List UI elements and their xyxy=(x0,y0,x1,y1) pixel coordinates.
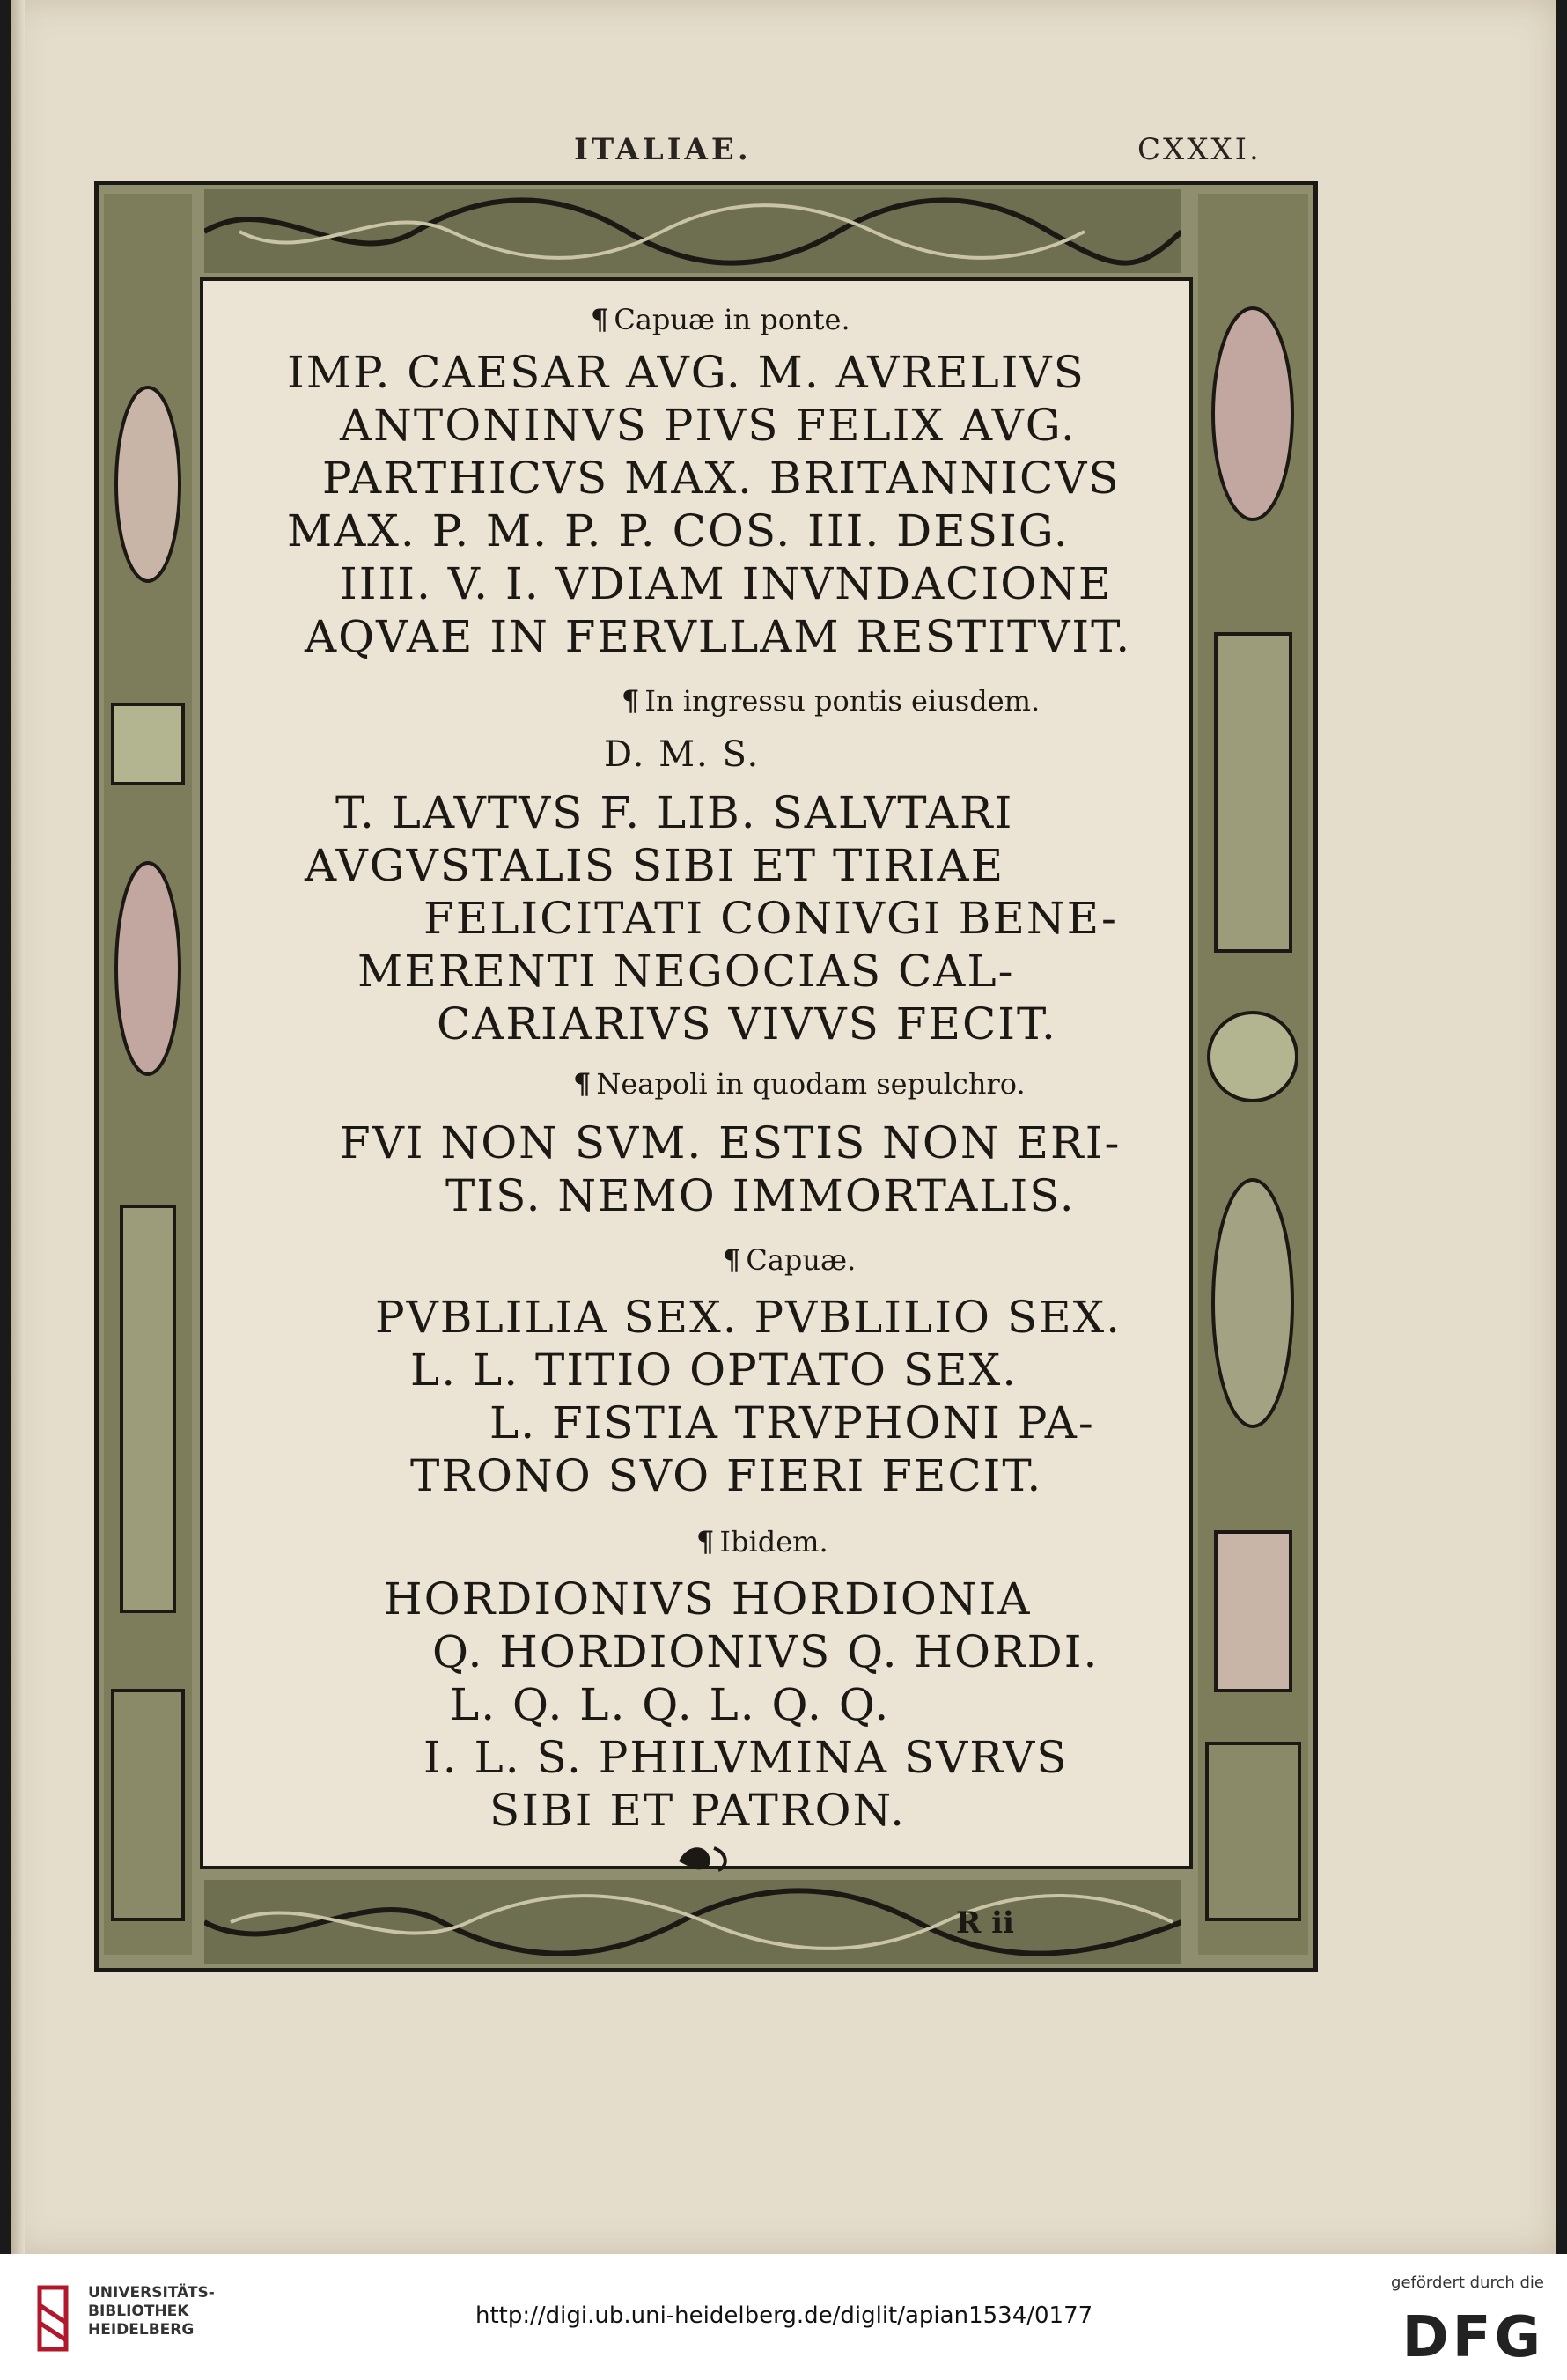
inscription-line: MERENTI NEGOCIAS CAL- xyxy=(357,946,1015,997)
right-column-ornament xyxy=(1198,194,1308,1955)
left-column-ornament xyxy=(104,194,192,1955)
pilcrow-icon: ¶ xyxy=(573,1067,592,1101)
inscription-line: AVGVSTALIS SIBI ET TIRIAE xyxy=(305,840,1005,891)
pilcrow-icon: ¶ xyxy=(696,1525,715,1558)
inscription-line: I. L. S. PHILVMINA SVRVS xyxy=(423,1732,1069,1783)
inscription-line: IMP. CAESAR AVG. M. AVRELIVS xyxy=(287,347,1085,398)
book-page xyxy=(11,0,1556,2254)
folio-number: CXXXI. xyxy=(1137,132,1262,167)
pilcrow-icon: ¶ xyxy=(591,303,609,336)
inscription-line: SIBI ET PATRON. xyxy=(489,1785,906,1836)
running-head: ITALIAE. xyxy=(574,132,752,167)
section-heading: ¶ Capuæ in ponte. xyxy=(591,303,850,336)
inscription-line: PARTHICVS MAX. BRITANNICVS xyxy=(322,453,1121,504)
inscription-line: HORDIONIVS HORDIONIA xyxy=(384,1573,1032,1625)
inscription-line: TRONO SVO FIERI FECIT. xyxy=(410,1450,1043,1501)
inscription-line: Q. HORDIONIVS Q. HORDI. xyxy=(432,1626,1100,1677)
funding-note: gefördert durch die xyxy=(1391,2273,1544,2292)
bottom-ornament xyxy=(204,1880,1181,1964)
section-heading: ¶ In ingressu pontis eiusdem. xyxy=(622,684,1041,718)
inscription-line: AQVAE IN FERVLLAM RESTITVIT. xyxy=(305,611,1132,662)
inscription-line: L. Q. L. Q. L. Q. Q. xyxy=(450,1679,891,1730)
inscription-line: D. M. S. xyxy=(604,734,761,775)
inscription-line: IIII. V. I. VDIAM INVNDACIONE xyxy=(340,558,1113,609)
inscription-line: CARIARIVS VIVVS FECIT. xyxy=(437,998,1057,1050)
inscription-line: ANTONINVS PIVS FELIX AVG. xyxy=(340,400,1077,451)
source-url[interactable]: http://digi.ub.uni-heidelberg.de/diglit/apian1534/0177 xyxy=(475,2303,1093,2329)
inscription-line: TIS. NEMO IMMORTALIS. xyxy=(445,1170,1076,1221)
pilcrow-icon: ¶ xyxy=(723,1243,741,1277)
inscription-line: T. LAVTVS F. LIB. SALVTARI xyxy=(335,787,1014,838)
section-heading: ¶ Neapoli in quodam sepulchro. xyxy=(573,1067,1026,1101)
inscription-line: L. L. TITIO OPTATO SEX. xyxy=(410,1345,1019,1396)
section-heading: ¶ Ibidem. xyxy=(696,1525,828,1558)
inscription-line: L. FISTIA TRVPHONI PA- xyxy=(489,1397,1095,1448)
text-panel xyxy=(200,277,1193,1941)
inscription-line: FELICITATI CONIVGI BENE- xyxy=(423,893,1118,944)
leaf-ornament-icon xyxy=(674,1839,736,1875)
dfg-logo: DFG xyxy=(1401,2305,1544,2370)
woodcut-frame xyxy=(94,181,1318,1972)
signature-mark: R ii xyxy=(956,1905,1014,1941)
inscription-line: MAX. P. M. P. P. COS. III. DESIG. xyxy=(287,505,1070,556)
inscription-line: PVBLILIA SEX. PVBLILIO SEX. xyxy=(375,1292,1122,1343)
pilcrow-icon: ¶ xyxy=(622,684,640,718)
footer-bar xyxy=(0,2254,1567,2380)
inscription-line: FVI NON SVM. ESTIS NON ERI- xyxy=(340,1117,1122,1168)
top-ornament xyxy=(204,189,1181,273)
library-name: UNIVERSITÄTS- BIBLIOTHEK HEIDELBERG xyxy=(88,2284,215,2339)
university-logo-icon xyxy=(35,2279,70,2358)
section-heading: ¶ Capuæ. xyxy=(723,1243,857,1277)
